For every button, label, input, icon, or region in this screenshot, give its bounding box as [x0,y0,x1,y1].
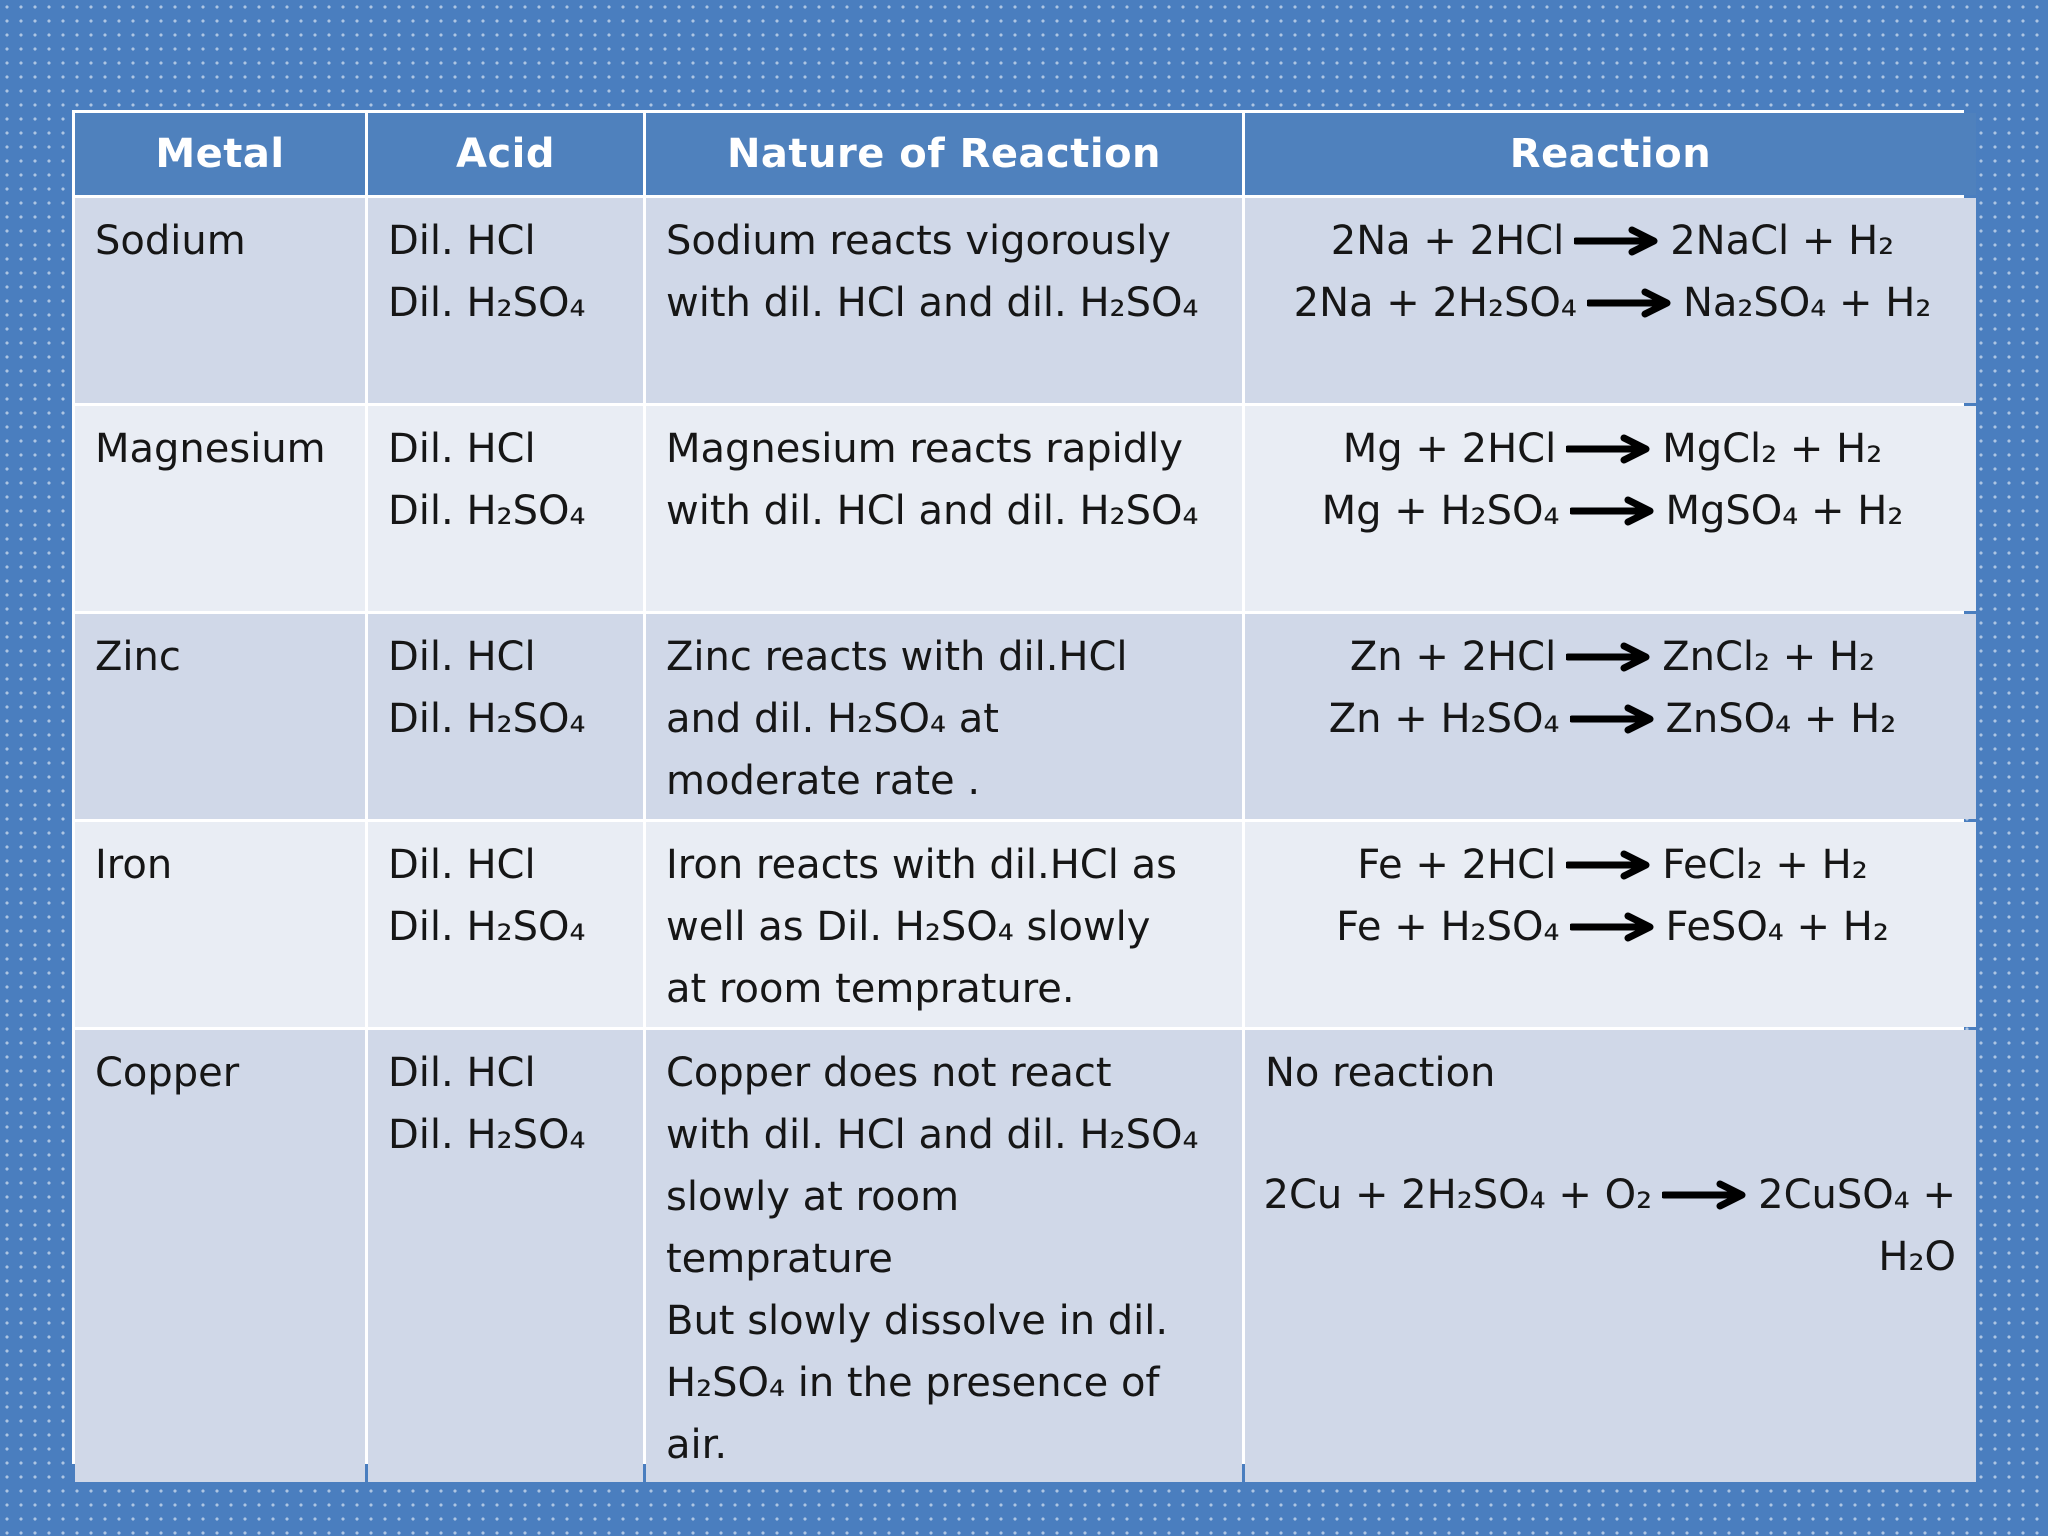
nature-line: Magnesium reacts rapidly [666,426,1183,472]
arrow-right-icon [1574,226,1660,256]
nature-line: with dil. HCl and dil. H₂SO₄ [666,280,1199,326]
equation-continuation: H₂O [1878,1234,1956,1280]
cell-acid-copper [368,1030,643,1482]
header-reaction: Reaction [1245,113,1976,195]
equation-lhs: Fe + 2HCl [1357,842,1557,888]
acid-line: Dil. H₂SO₄ [388,1112,586,1158]
nature-line: at room temprature. [666,966,1075,1012]
equation-lhs: Mg + 2HCl [1342,426,1557,472]
nature-line: H₂SO₄ in the presence of [666,1360,1160,1406]
equation-rhs: FeSO₄ + H₂ [1665,904,1889,950]
acid-line: Dil. H₂SO₄ [388,280,586,326]
nature-line: Sodium reacts vigorously [666,218,1171,264]
arrow-right-icon [1587,288,1673,318]
acid-line: Dil. HCl [388,218,536,264]
equation [1265,1164,1956,1226]
acid-line: Dil. H₂SO₄ [388,904,586,950]
metal-name: Iron [95,842,173,888]
cell-metal-magnesium [75,406,365,611]
cell-acid-zinc [368,614,643,819]
header-nature: Nature of Reaction [646,113,1242,195]
nature-line: with dil. HCl and dil. H₂SO₄ [666,1112,1199,1158]
nature-line: well as Dil. H₂SO₄ slowly [666,904,1151,950]
equation [1265,210,1960,272]
cell-nature-zinc [646,614,1242,819]
no-reaction-text: No reaction [1265,1050,1496,1096]
equation [1265,418,1960,480]
acid-line: Dil. HCl [388,1050,536,1096]
equation [1265,272,1960,334]
arrow-right-icon [1570,912,1656,942]
cell-acid-sodium [368,198,643,403]
equation-rhs: FeCl₂ + H₂ [1662,842,1868,888]
equation-rhs: MgCl₂ + H₂ [1662,426,1883,472]
cell-acid-iron [368,822,643,1027]
metal-name: Sodium [95,218,246,264]
nature-line: Iron reacts with dil.HCl as [666,842,1177,888]
nature-line: moderate rate . [666,758,981,804]
cell-metal-iron [75,822,365,1027]
equation-lhs: 2Cu + 2H₂SO₄ + O₂ [1263,1172,1653,1218]
acid-line: Dil. H₂SO₄ [388,488,586,534]
equation-lhs: Mg + H₂SO₄ [1321,488,1560,534]
nature-line: slowly at room [666,1174,960,1220]
arrow-right-icon [1566,642,1652,672]
cell-nature-iron [646,822,1242,1027]
reaction-table [72,110,1964,1468]
nature-line: temprature [666,1236,893,1282]
cell-metal-sodium [75,198,365,403]
nature-line: Zinc reacts with dil.HCl [666,634,1128,680]
equation-rhs: Na₂SO₄ + H₂ [1682,280,1932,326]
nature-line: air. [666,1422,728,1468]
arrow-right-icon [1570,496,1656,526]
cell-metal-zinc [75,614,365,819]
acid-line: Dil. HCl [388,842,536,888]
acid-line: Dil. HCl [388,426,536,472]
cell-nature-magnesium [646,406,1242,611]
nature-line: with dil. HCl and dil. H₂SO₄ [666,488,1199,534]
cell-reaction-sodium [1245,198,1976,403]
equation-lhs: 2Na + 2HCl [1330,218,1565,264]
equation-lhs: Zn + H₂SO₄ [1328,696,1560,742]
metal-name: Copper [95,1050,240,1096]
cell-nature-copper [646,1030,1242,1482]
cell-nature-sodium [646,198,1242,403]
cell-reaction-zinc [1245,614,1976,819]
header-metal: Metal [75,113,365,195]
cell-reaction-magnesium [1245,406,1976,611]
equation-lhs: 2Na + 2H₂SO₄ [1293,280,1577,326]
equation [1265,626,1960,688]
equation-lhs: Fe + H₂SO₄ [1336,904,1560,950]
acid-line: Dil. HCl [388,634,536,680]
cell-acid-magnesium [368,406,643,611]
copper-equation [1265,1164,1960,1288]
arrow-right-icon [1566,850,1652,880]
equation-rhs: 2CuSO₄ + [1758,1172,1956,1218]
equation-lhs: Zn + 2HCl [1349,634,1557,680]
metal-name: Zinc [95,634,181,680]
arrow-right-icon [1662,1180,1748,1210]
arrow-right-icon [1570,704,1656,734]
acid-line: Dil. H₂SO₄ [388,696,586,742]
nature-line: Copper does not react [666,1050,1112,1096]
equation-rhs: ZnSO₄ + H₂ [1665,696,1897,742]
equation [1265,834,1960,896]
equation-rhs: MgSO₄ + H₂ [1665,488,1904,534]
cell-reaction-iron [1245,822,1976,1027]
header-acid: Acid [368,113,643,195]
equation [1265,480,1960,542]
equation [1265,896,1960,958]
metal-name: Magnesium [95,426,326,472]
arrow-right-icon [1566,434,1652,464]
equation-rhs: 2NaCl + H₂ [1670,218,1895,264]
nature-line: and dil. H₂SO₄ at [666,696,999,742]
equation [1265,688,1960,750]
cell-reaction-copper [1245,1030,1976,1482]
cell-metal-copper [75,1030,365,1482]
equation-rhs: ZnCl₂ + H₂ [1662,634,1876,680]
nature-line: But slowly dissolve in dil. [666,1298,1169,1344]
